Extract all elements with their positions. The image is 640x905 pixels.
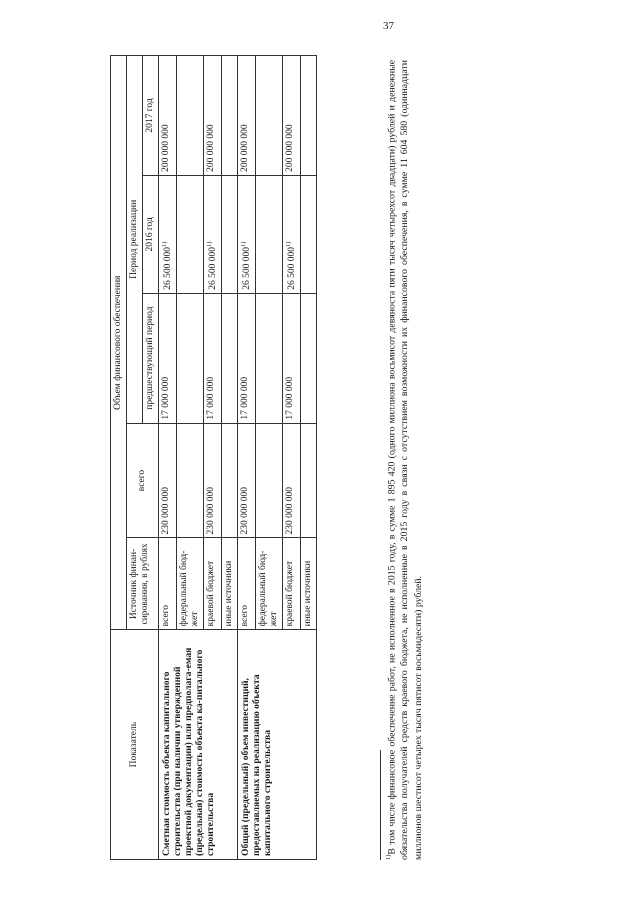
year-2016-cell bbox=[282, 175, 300, 293]
total-cell: 230 000 000 bbox=[282, 423, 300, 538]
total-cell bbox=[176, 423, 203, 538]
year-2016-value: 26 500 000 bbox=[162, 246, 173, 290]
year-2016-cell bbox=[221, 175, 237, 293]
header-source: Источник финан-сирования, в рублях bbox=[126, 538, 158, 630]
source-cell: всего bbox=[237, 538, 255, 630]
footnote-marker: 1) bbox=[385, 854, 392, 860]
header-funding-volume: Объем финансового обеспечения bbox=[111, 56, 127, 630]
table-row bbox=[237, 56, 255, 860]
year-2016-cell bbox=[203, 175, 221, 293]
footnote-ref: 1) bbox=[160, 241, 168, 247]
indicator-cell: Сметная стоимость объекта капитального строительства (при наличии утвержденной проектной документации) или предполага-емая (предельная) стоимость объекта ка-питального строительства bbox=[158, 630, 237, 860]
source-cell: иные источники bbox=[221, 538, 237, 630]
footnote-text: В том числе финансовое обеспечение работ, не исполненное в 2015 году, в сумме 1 895 420 (одного миллиона восьмисот девяноста пяти тысяч четырехсот двадцати) рублей и денежные обязательства получателей средств краевого бюджета, не исполненные в 2015 году в связи с отсутствием возможности их финансового обеспечения, в сумме 11 604 580 (одиннадцати миллионов шестисот четырех тысяч пятисот восьмидесяти) рублей. bbox=[386, 60, 424, 860]
total-cell: 230 000 000 bbox=[237, 423, 255, 538]
year-2016-cell bbox=[237, 175, 255, 293]
footnote-ref: 1) bbox=[205, 241, 213, 247]
previous-period-cell bbox=[221, 293, 237, 423]
previous-period-cell bbox=[176, 293, 203, 423]
source-cell: федеральный бюд-жет bbox=[176, 538, 203, 630]
header-year-2016: 2016 год bbox=[142, 175, 158, 293]
previous-period-cell: 17 000 000 bbox=[282, 293, 300, 423]
year-2016-value: 26 500 000 bbox=[241, 246, 252, 290]
header-total: всего bbox=[126, 423, 158, 538]
header-year-2017: 2017 год bbox=[142, 56, 158, 176]
year-2017-cell bbox=[176, 56, 203, 176]
source-cell: краевой бюджет bbox=[203, 538, 221, 630]
footnote-ref: 1) bbox=[284, 241, 292, 247]
source-cell: краевой бюджет bbox=[282, 538, 300, 630]
source-cell: иные источники bbox=[300, 538, 316, 630]
footnote-separator bbox=[380, 750, 381, 860]
total-cell: 230 000 000 bbox=[158, 423, 176, 538]
page-number: 37 bbox=[383, 20, 394, 32]
previous-period-cell bbox=[255, 293, 282, 423]
footnote-ref: 1) bbox=[239, 241, 247, 247]
year-2017-cell: 200 000 000 bbox=[158, 56, 176, 176]
previous-period-cell: 17 000 000 bbox=[237, 293, 255, 423]
year-2016-value: 26 500 000 bbox=[207, 246, 218, 290]
year-2017-cell bbox=[221, 56, 237, 176]
year-2017-cell bbox=[255, 56, 282, 176]
rotated-page-content bbox=[110, 60, 440, 860]
year-2017-cell bbox=[300, 56, 316, 176]
previous-period-cell: 17 000 000 bbox=[203, 293, 221, 423]
total-cell: 230 000 000 bbox=[203, 423, 221, 538]
total-cell bbox=[221, 423, 237, 538]
year-2016-cell bbox=[255, 175, 282, 293]
total-cell bbox=[255, 423, 282, 538]
header-indicator: Показатель bbox=[111, 630, 159, 860]
year-2016-value: 26 500 000 bbox=[286, 246, 297, 290]
year-2016-cell bbox=[300, 175, 316, 293]
year-2016-cell bbox=[158, 175, 176, 293]
year-2016-cell bbox=[176, 175, 203, 293]
year-2017-cell: 200 000 000 bbox=[237, 56, 255, 176]
total-cell bbox=[300, 423, 316, 538]
previous-period-cell bbox=[300, 293, 316, 423]
source-cell: всего bbox=[158, 538, 176, 630]
table-row bbox=[158, 56, 176, 860]
header-period: Период реализации bbox=[126, 56, 142, 424]
source-cell: федеральный бюд-жет bbox=[255, 538, 282, 630]
header-previous-period: предшествующий период bbox=[142, 293, 158, 423]
table-body bbox=[158, 56, 316, 860]
previous-period-cell: 17 000 000 bbox=[158, 293, 176, 423]
year-2017-cell: 200 000 000 bbox=[282, 56, 300, 176]
indicator-cell: Общий (предельный) объем инвестиций, предоставляемых на реализацию объекта капитального строительства bbox=[237, 630, 316, 860]
year-2017-cell: 200 000 000 bbox=[203, 56, 221, 176]
funding-table bbox=[110, 55, 317, 860]
footnote bbox=[380, 60, 425, 860]
